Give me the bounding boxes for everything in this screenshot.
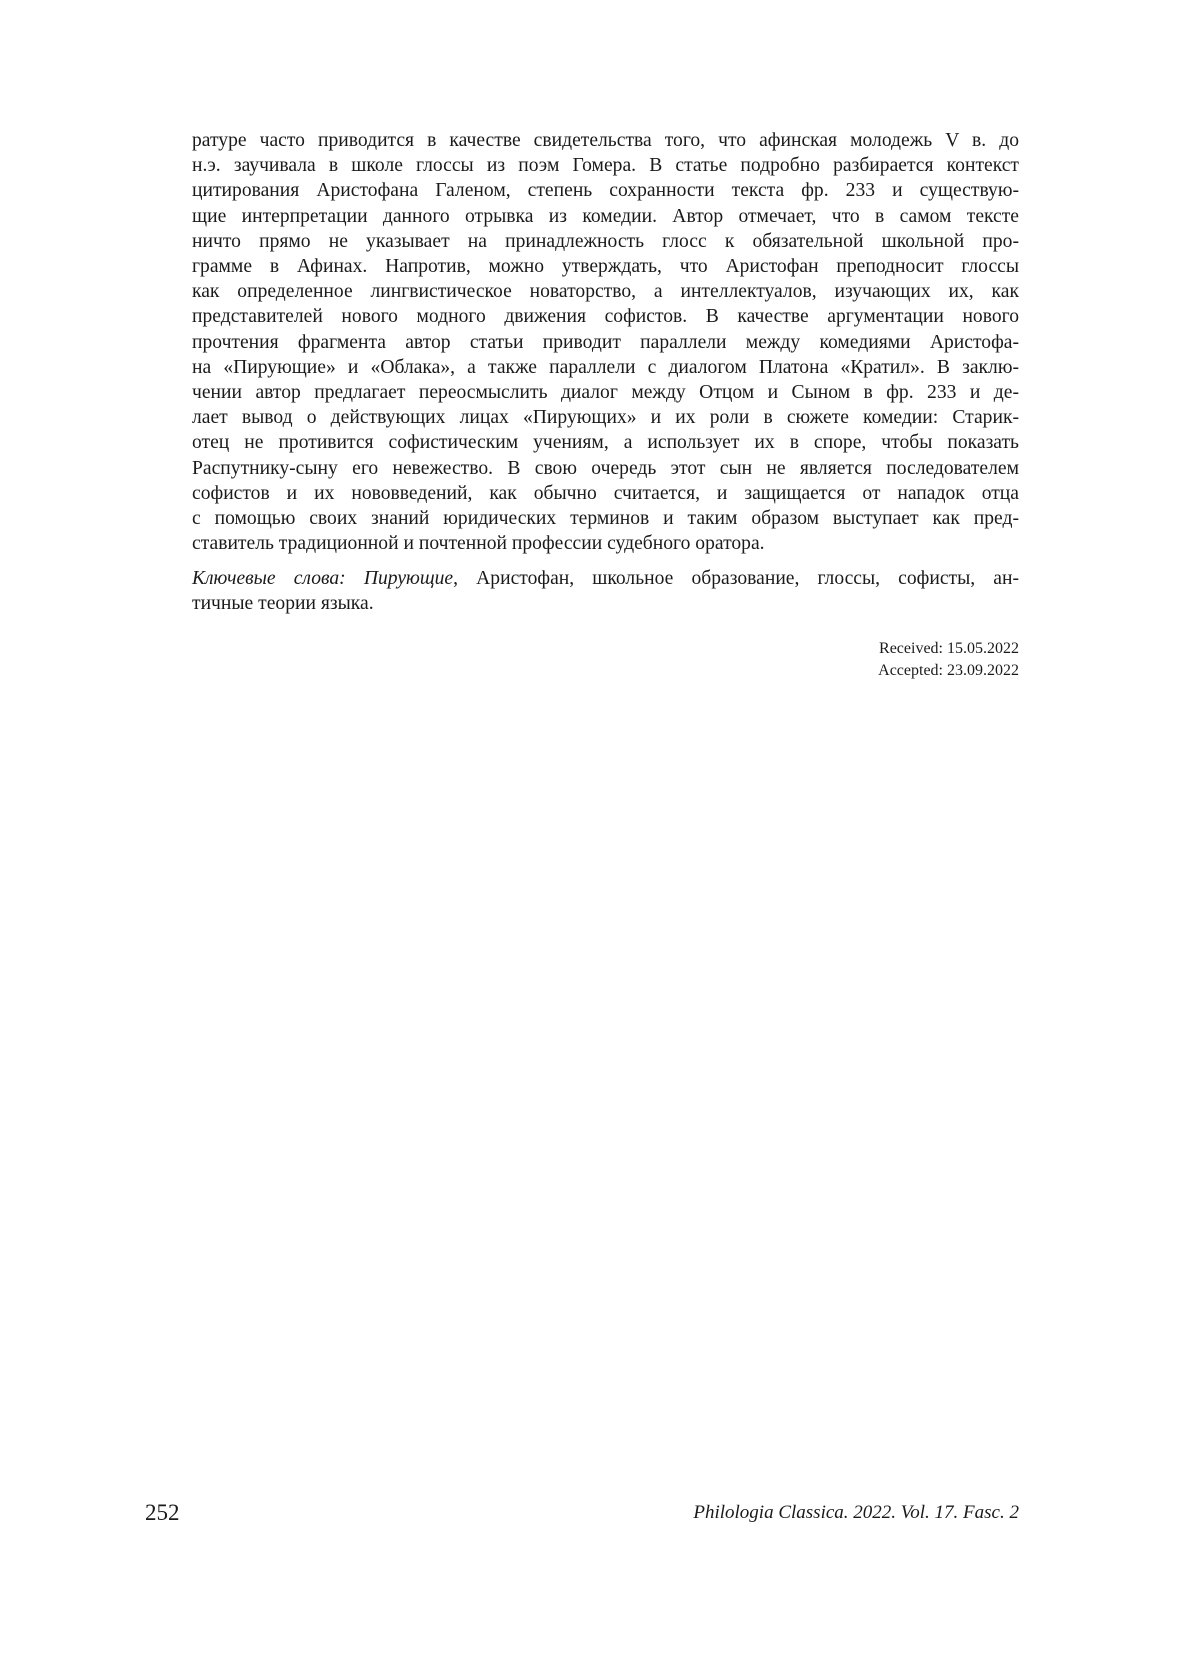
abstract-line: прочтения фрагмента автор статьи приводит параллели между комедиями Аристофа- (192, 331, 1019, 353)
abstract-line: как определенное лингвистическое новаторство, а интеллектуалов, изучающих их, как (192, 281, 1019, 303)
abstract-line: ратуре часто приводится в качестве свидетельства того, что афинская молодежь V в. до (192, 130, 1019, 151)
abstract-line: отец не противится софистическим учениям, а использует их в споре, чтобы показать (192, 432, 1019, 454)
accepted-date: Accepted: 23.09.2022 (878, 662, 1019, 679)
page-footer (145, 1500, 1019, 1532)
abstract-line: чении автор предлагает переосмыслить диалог между Отцом и Сыном в фр. 233 и де- (192, 382, 1019, 404)
abstract-line: Распутнику-сыну его невежество. В свою очередь этот сын не является последователем (192, 457, 1019, 479)
abstract-text (192, 128, 1019, 556)
keywords-line (192, 566, 1019, 591)
abstract-line: софистов и их нововведений, как обычно считается, и защищается от нападок отца (192, 482, 1019, 504)
abstract-line: грамме в Афинах. Напротив, можно утверждать, что Аристофан преподносит глоссы (192, 256, 1019, 278)
article-dates (878, 638, 1019, 682)
page-number: 252 (145, 1500, 180, 1525)
abstract-line: ставитель традиционной и почтенной профессии судебного оратора. (192, 533, 765, 555)
journal-citation: Philologia Classica. 2022. Vol. 17. Fasc. 2 (693, 1502, 1019, 1523)
abstract-line: щие интерпретации данного отрывка из комедии. Автор отмечает, что в самом тексте (192, 205, 1019, 227)
keywords (192, 566, 1019, 616)
keywords-line-2: тичные теории языка. (192, 593, 374, 615)
abstract-line: лает вывод о действующих лицах «Пирующих» и их роли в сюжете комедии: Старик- (192, 407, 1019, 429)
keywords-rest: , Аристофан, школьное образование, глоссы, софисты, ан- (453, 568, 1019, 589)
abstract-line: ничто прямо не указывает на принадлежность глосс к обязательной школьной про- (192, 230, 1019, 252)
abstract-line: с помощью своих знаний юридических терминов и таким образом выступает как пред- (192, 508, 1019, 530)
abstract-line: цитирования Аристофана Галеном, степень сохранности текста фр. 233 и существую- (192, 180, 1019, 202)
abstract-line: н.э. заучивала в школе глоссы из поэм Гомера. В статье подробно разбирается контекст (192, 155, 1019, 177)
abstract-line: представителей нового модного движения софистов. В качестве аргументации нового (192, 306, 1019, 328)
keywords-label: Ключевые слова: (192, 568, 346, 589)
keyword-first: Пирующие (363, 568, 454, 589)
abstract-line: на «Пирующие» и «Облака», а также параллели с диалогом Платона «Кратил». В заклю- (192, 356, 1019, 378)
received-date: Received: 15.05.2022 (879, 640, 1019, 657)
